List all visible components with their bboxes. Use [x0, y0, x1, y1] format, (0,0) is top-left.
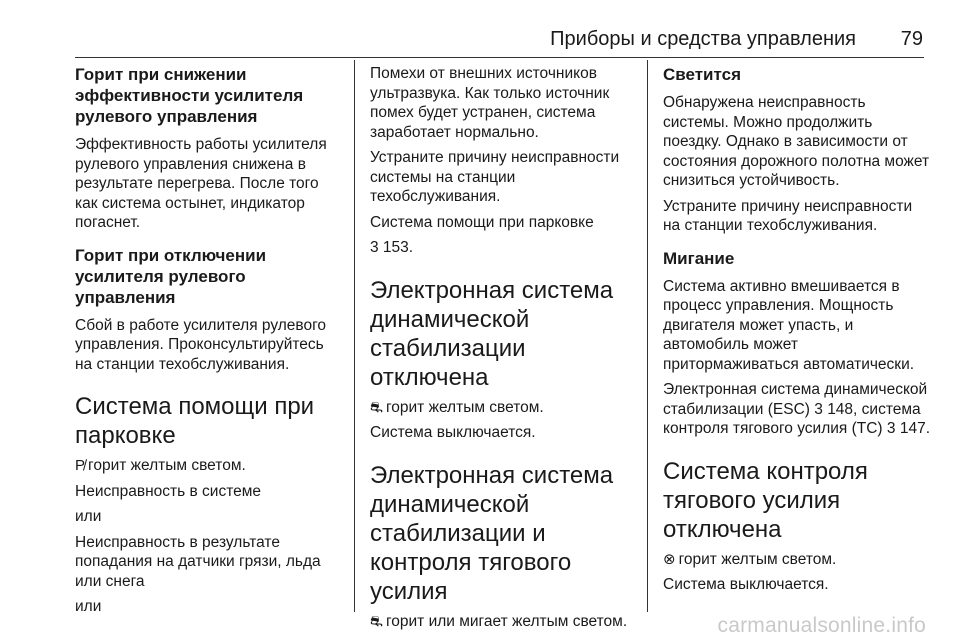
- watermark: carmanualsonline.info: [717, 614, 926, 637]
- paragraph: P̸ горит желтым светом.: [75, 457, 246, 474]
- paragraph: ⛐ горит желтым светом.: [370, 398, 544, 416]
- paragraph: Система активно вмешивается в процесс управления. Мощность двигателя может упасть, и автомобиль может притормаживаться автоматически.: [663, 277, 915, 373]
- paragraph: Сбой в работе усилителя рулевого управления. Проконсультируйтесь на станции техобслуживания.: [75, 316, 327, 373]
- paragraph: или: [75, 508, 102, 525]
- paragraph: Система помощи при парковке: [370, 213, 594, 231]
- heading-power-steering-off: Горит при отключении усилителя рулевого управления: [75, 245, 267, 307]
- heading-esc-tc: Электронная система динамической стабилизации и контроля тягового усилия: [370, 461, 614, 605]
- paragraph: Электронная система динамической стабилизации (ESC) 3 148, система контроля тягового усилия (TC) 3 147.: [663, 381, 930, 437]
- heading-power-steering-reduced: Горит при снижении эффективности усилителя рулевого управления: [75, 65, 304, 126]
- header-rule: [75, 57, 924, 58]
- heading-tc-off: Система контроля тягового усилия отключена: [663, 457, 868, 543]
- page-reference: 3 153.: [370, 239, 414, 256]
- esc-icon: ⛐: [370, 612, 383, 630]
- paragraph: Помехи от внешних источников ультразвука. Как только источник помех будет устранен, система заработает нормально.: [370, 65, 610, 141]
- paragraph: Неисправность в системе: [75, 482, 262, 500]
- paragraph: или: [75, 598, 102, 615]
- esc-off-icon: ⛐: [370, 398, 383, 416]
- paragraph: Система выключается.: [370, 424, 536, 441]
- page-number: 79: [900, 28, 923, 50]
- paragraph: Система выключается.: [663, 576, 829, 593]
- column-2: [370, 64, 638, 637]
- paragraph: Эффективность работы усилителя рулевого управления снижена в результате перегрева. После того как система остынет, индикатор погаснет.: [75, 136, 327, 231]
- paragraph: Устраните причину неисправности на станции техобслуживания.: [663, 197, 913, 234]
- paragraph: Обнаружена неисправность системы. Можно продолжить поездку. Однако в зависимости от состояния дорожного полотна может снизиться устойчивость.: [663, 94, 930, 189]
- paragraph: ⊗ горит желтым светом.: [663, 550, 837, 568]
- tc-off-icon: ⊗: [663, 550, 676, 568]
- heading-parking-assist: Система помощи при парковке: [75, 393, 315, 449]
- paragraph: Устраните причину неисправности системы на станции техобслуживания.: [370, 149, 620, 205]
- header-title: Приборы и средства управления: [550, 28, 856, 50]
- column-1: [75, 64, 343, 623]
- column-3: [663, 64, 931, 601]
- heading-esc-off: Электронная система динамической стабилизации отключена: [370, 276, 614, 391]
- paragraph: ⛐ горит или мигает желтым светом.: [370, 612, 628, 630]
- heading-flashing: Мигание: [663, 248, 735, 268]
- paragraph: Неисправность в результате попадания на датчики грязи, льда или снега: [75, 533, 321, 590]
- heading-lit: Светится: [663, 65, 741, 84]
- parking-assist-icon: P̸: [75, 457, 86, 474]
- column-divider: [647, 60, 648, 612]
- column-divider: [354, 60, 355, 612]
- page-header: [0, 0, 960, 58]
